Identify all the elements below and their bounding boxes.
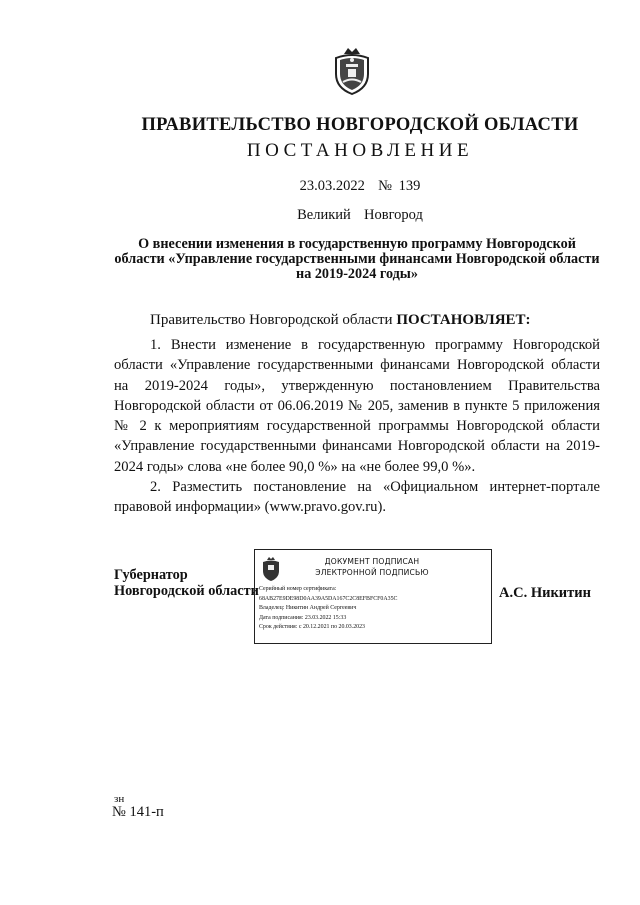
paragraph-1: 1. Внести изменение в государственную программу Новгородской области «Управление государственными финансами Новгородской области на 2019-2024 годы», утвержденную постановлением Правительства Новгородской области от 06.06.2019 № 205, заменив в пункте 5 приложения № 2 к мероприятиям государственной программы Новгородской области «Управление государственными финансами Новгородской области на 2019-2024 годы» слова «не более 90,0 %» на «не более 99,0 %». xyxy=(114,337,600,475)
document-body xyxy=(114,335,600,518)
document-date-number: 23.03.2022 № 139 xyxy=(299,178,421,194)
document-city: Великий Новгород xyxy=(297,207,423,223)
stamp-emblem-icon xyxy=(260,556,282,582)
document-subject: О внесении изменения в государственную программу Новгородской области «Управление государственными финансами Новгородской области на 2019-2024 годы» xyxy=(114,236,600,282)
stamp-header-line2: ЭЛЕКТРОННОЙ ПОДПИСЬЮ xyxy=(315,567,429,577)
coat-of-arms-emblem xyxy=(330,44,374,96)
footer-mark: зн xyxy=(114,793,125,805)
preamble-decree-word: ПОСТАНОВЛЯЕТ: xyxy=(396,312,531,328)
stamp-validity: Срок действия: с 20.12.2021 по 20.03.2023 xyxy=(259,624,366,631)
stamp-signed-date: Дата подписания: 23.03.2022 15:33 xyxy=(259,614,347,621)
signatory-role xyxy=(114,567,259,599)
stamp-certificate-info xyxy=(259,585,397,633)
preamble-text: Правительство Новгородской области xyxy=(150,312,397,328)
document-type: ПОСТАНОВЛЕНИЕ xyxy=(246,140,474,161)
footer-number: № 141-п xyxy=(112,804,164,820)
electronic-signature-stamp xyxy=(254,549,492,644)
stamp-header xyxy=(297,557,447,578)
government-title: ПРАВИТЕЛЬСТВО НОВГОРОДСКОЙ ОБЛАСТИ xyxy=(141,115,579,135)
signatory-name: А.С. Никитин xyxy=(499,585,591,601)
signatory-role-line1: Губернатор xyxy=(114,567,188,583)
paragraph-2: 2. Разместить постановление на «Официальном интернет-портале правовой информации» (www.pravo.gov.ru). xyxy=(114,479,600,516)
preamble xyxy=(150,312,531,329)
stamp-serial: 68AB27E9DE98D0AA39A5DA167C2C8EFBFCF0A35C xyxy=(259,595,398,602)
stamp-owner: Владелец: Никитин Андрей Сергеевич xyxy=(259,605,357,612)
stamp-header-line1: ДОКУМЕНТ ПОДПИСАН xyxy=(324,557,420,566)
signatory-role-line2: Новгородской области xyxy=(114,583,259,599)
stamp-serial-label: Серийный номер сертификата: xyxy=(259,586,337,592)
